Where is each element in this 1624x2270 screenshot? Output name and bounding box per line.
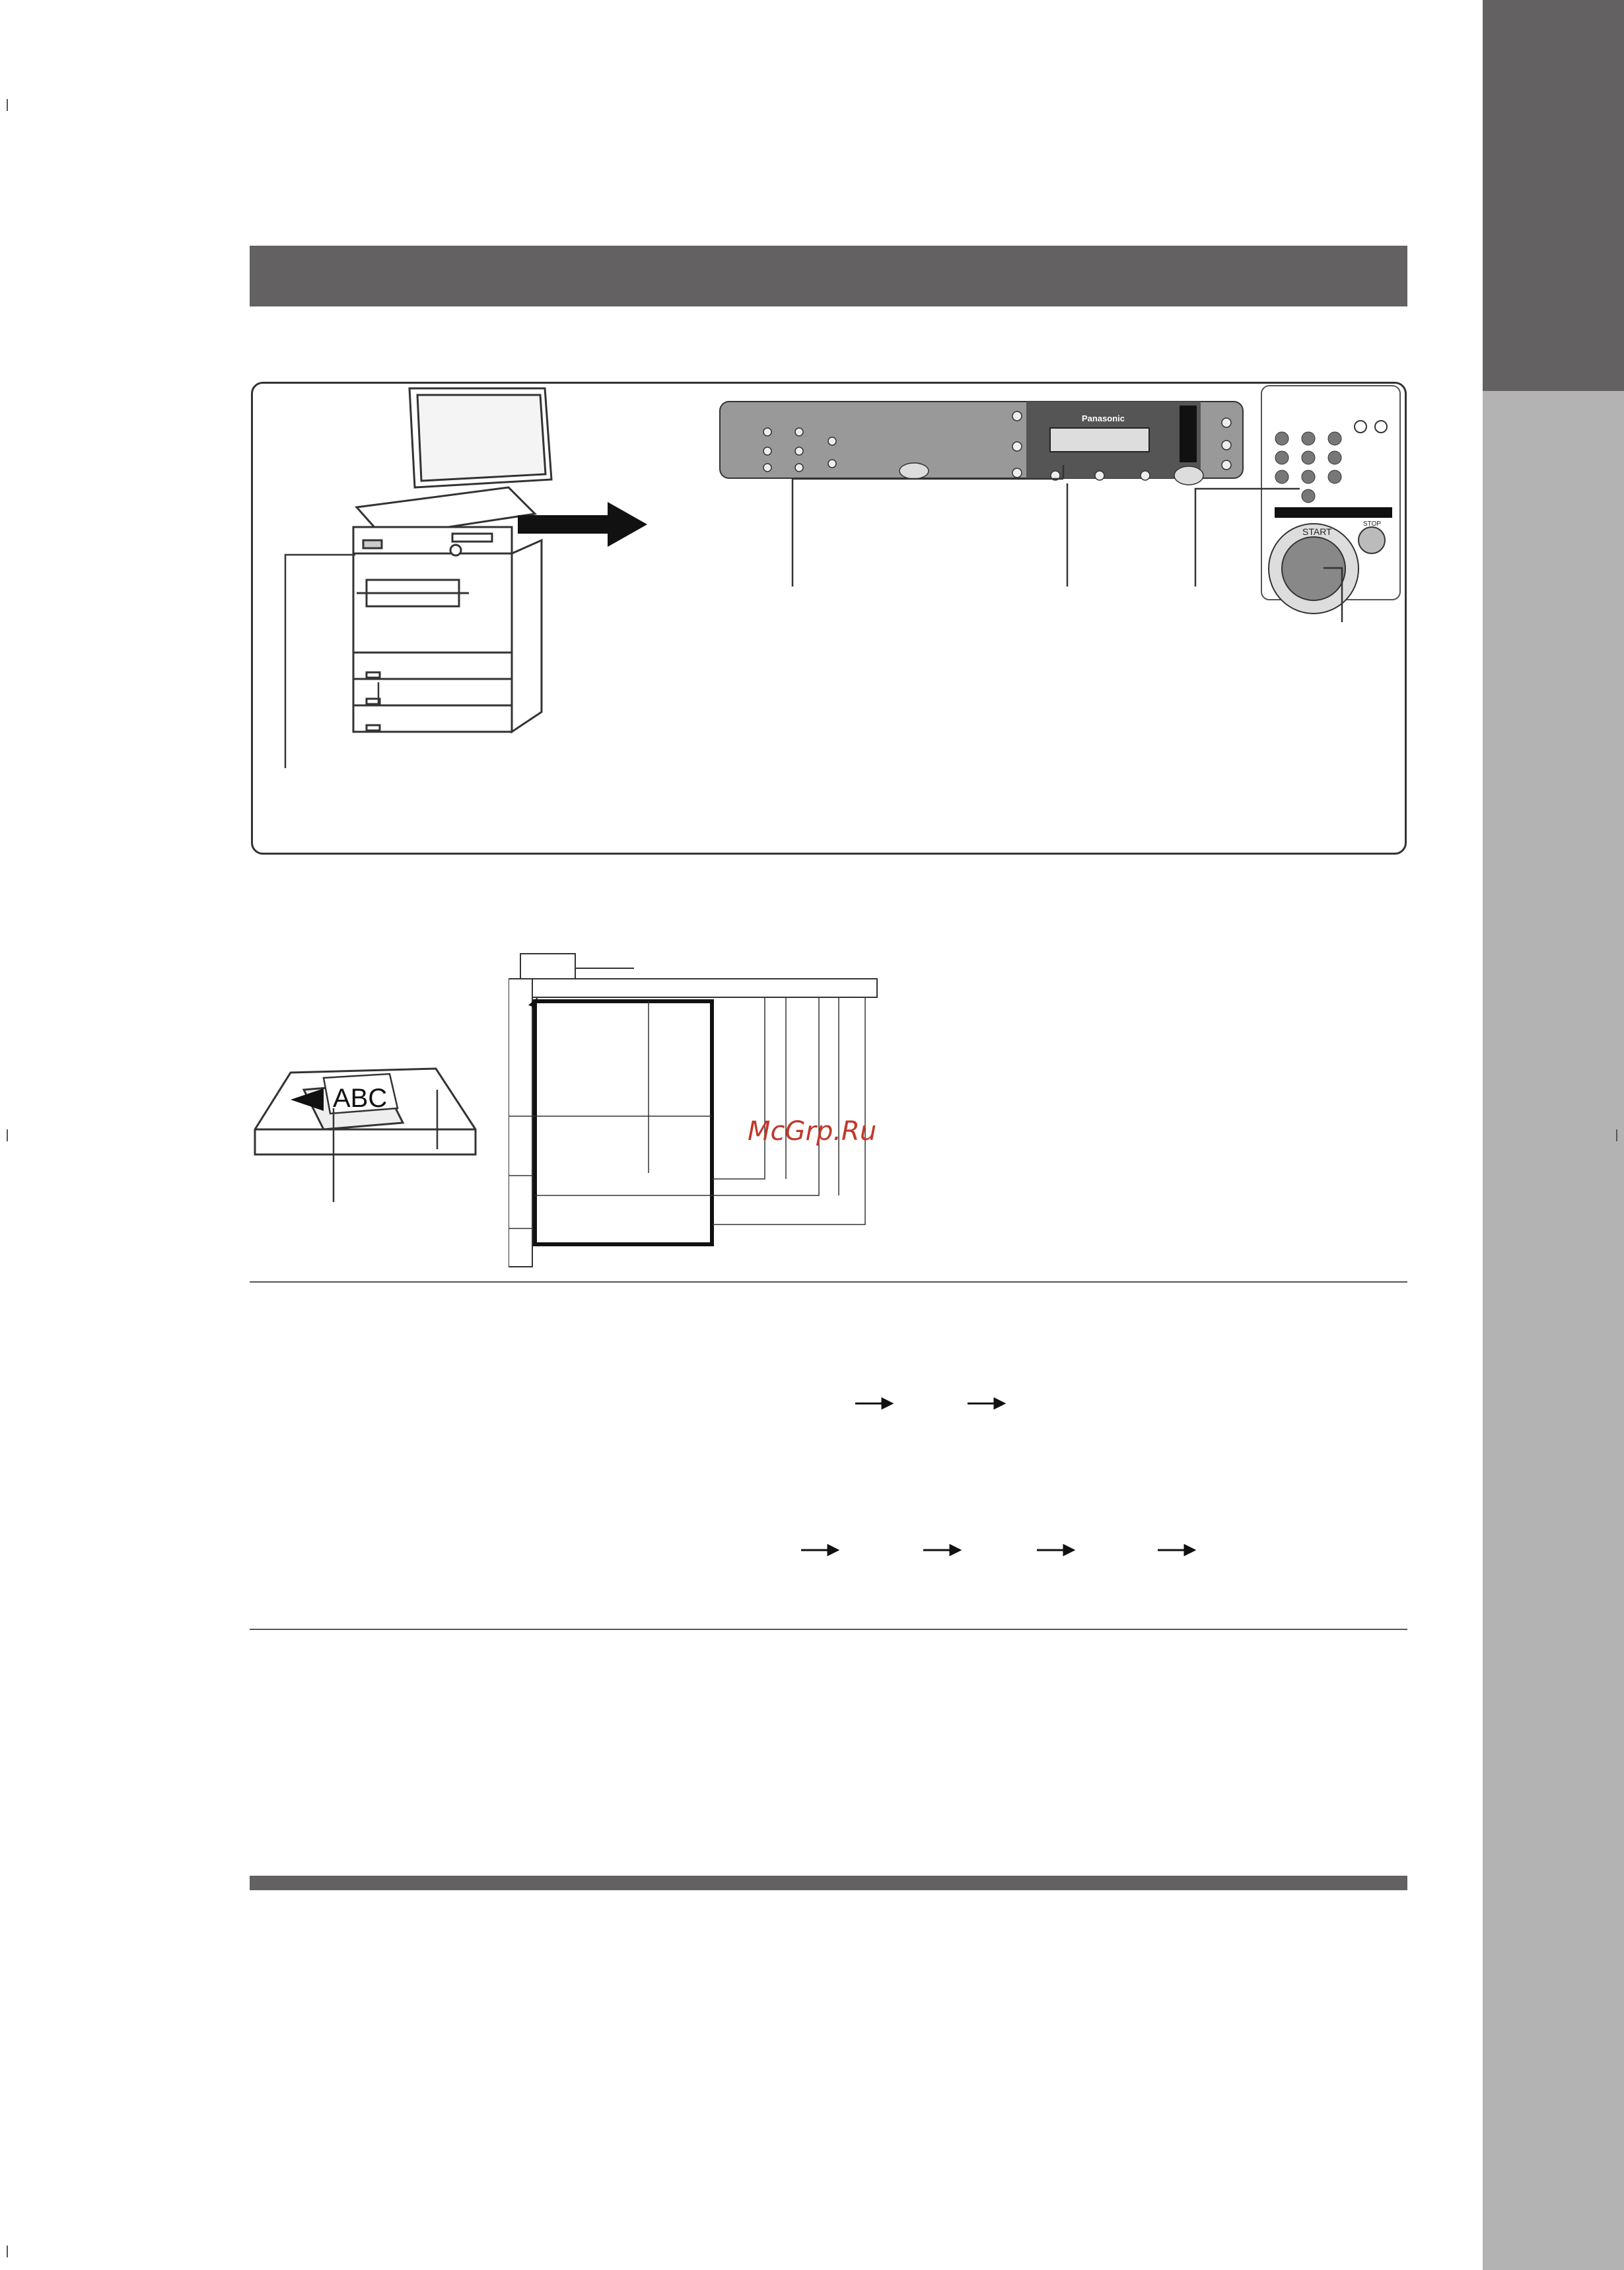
copier-icon [353, 388, 551, 732]
stop-label: STOP [1363, 520, 1382, 528]
stop-button[interactable] [1359, 527, 1385, 553]
crop-mark [1616, 1129, 1617, 1141]
callout-line [285, 555, 355, 768]
brand-label: Panasonic [1082, 413, 1125, 423]
section-divider [250, 1629, 1407, 1630]
lcd-display [1050, 428, 1149, 452]
adf-illustration [251, 1050, 528, 1209]
sequence-arrows-row-1 [852, 1394, 1024, 1413]
section-footer-bar [250, 1876, 1407, 1890]
panel-callouts [793, 465, 1342, 622]
section-header-bar [250, 246, 1407, 306]
start-label: START [1302, 526, 1332, 537]
crop-mark [7, 99, 8, 111]
sequence-arrows-row-2 [798, 1540, 1207, 1560]
side-tab-light [1483, 391, 1624, 2270]
crop-mark [7, 2246, 8, 2257]
copier-overview-illustration [251, 382, 1407, 855]
control-panel-illustration [720, 386, 1400, 614]
document-outline [535, 1001, 712, 1244]
section-divider [250, 1281, 1407, 1283]
crop-mark [7, 1129, 8, 1141]
watermark: McGrp.Ru [748, 1116, 877, 1147]
side-tab-dark [1483, 0, 1624, 391]
right-arrow-icon [518, 502, 647, 547]
platen-size-diagram [509, 944, 892, 1268]
adf-original-text: ABC [333, 1084, 388, 1113]
